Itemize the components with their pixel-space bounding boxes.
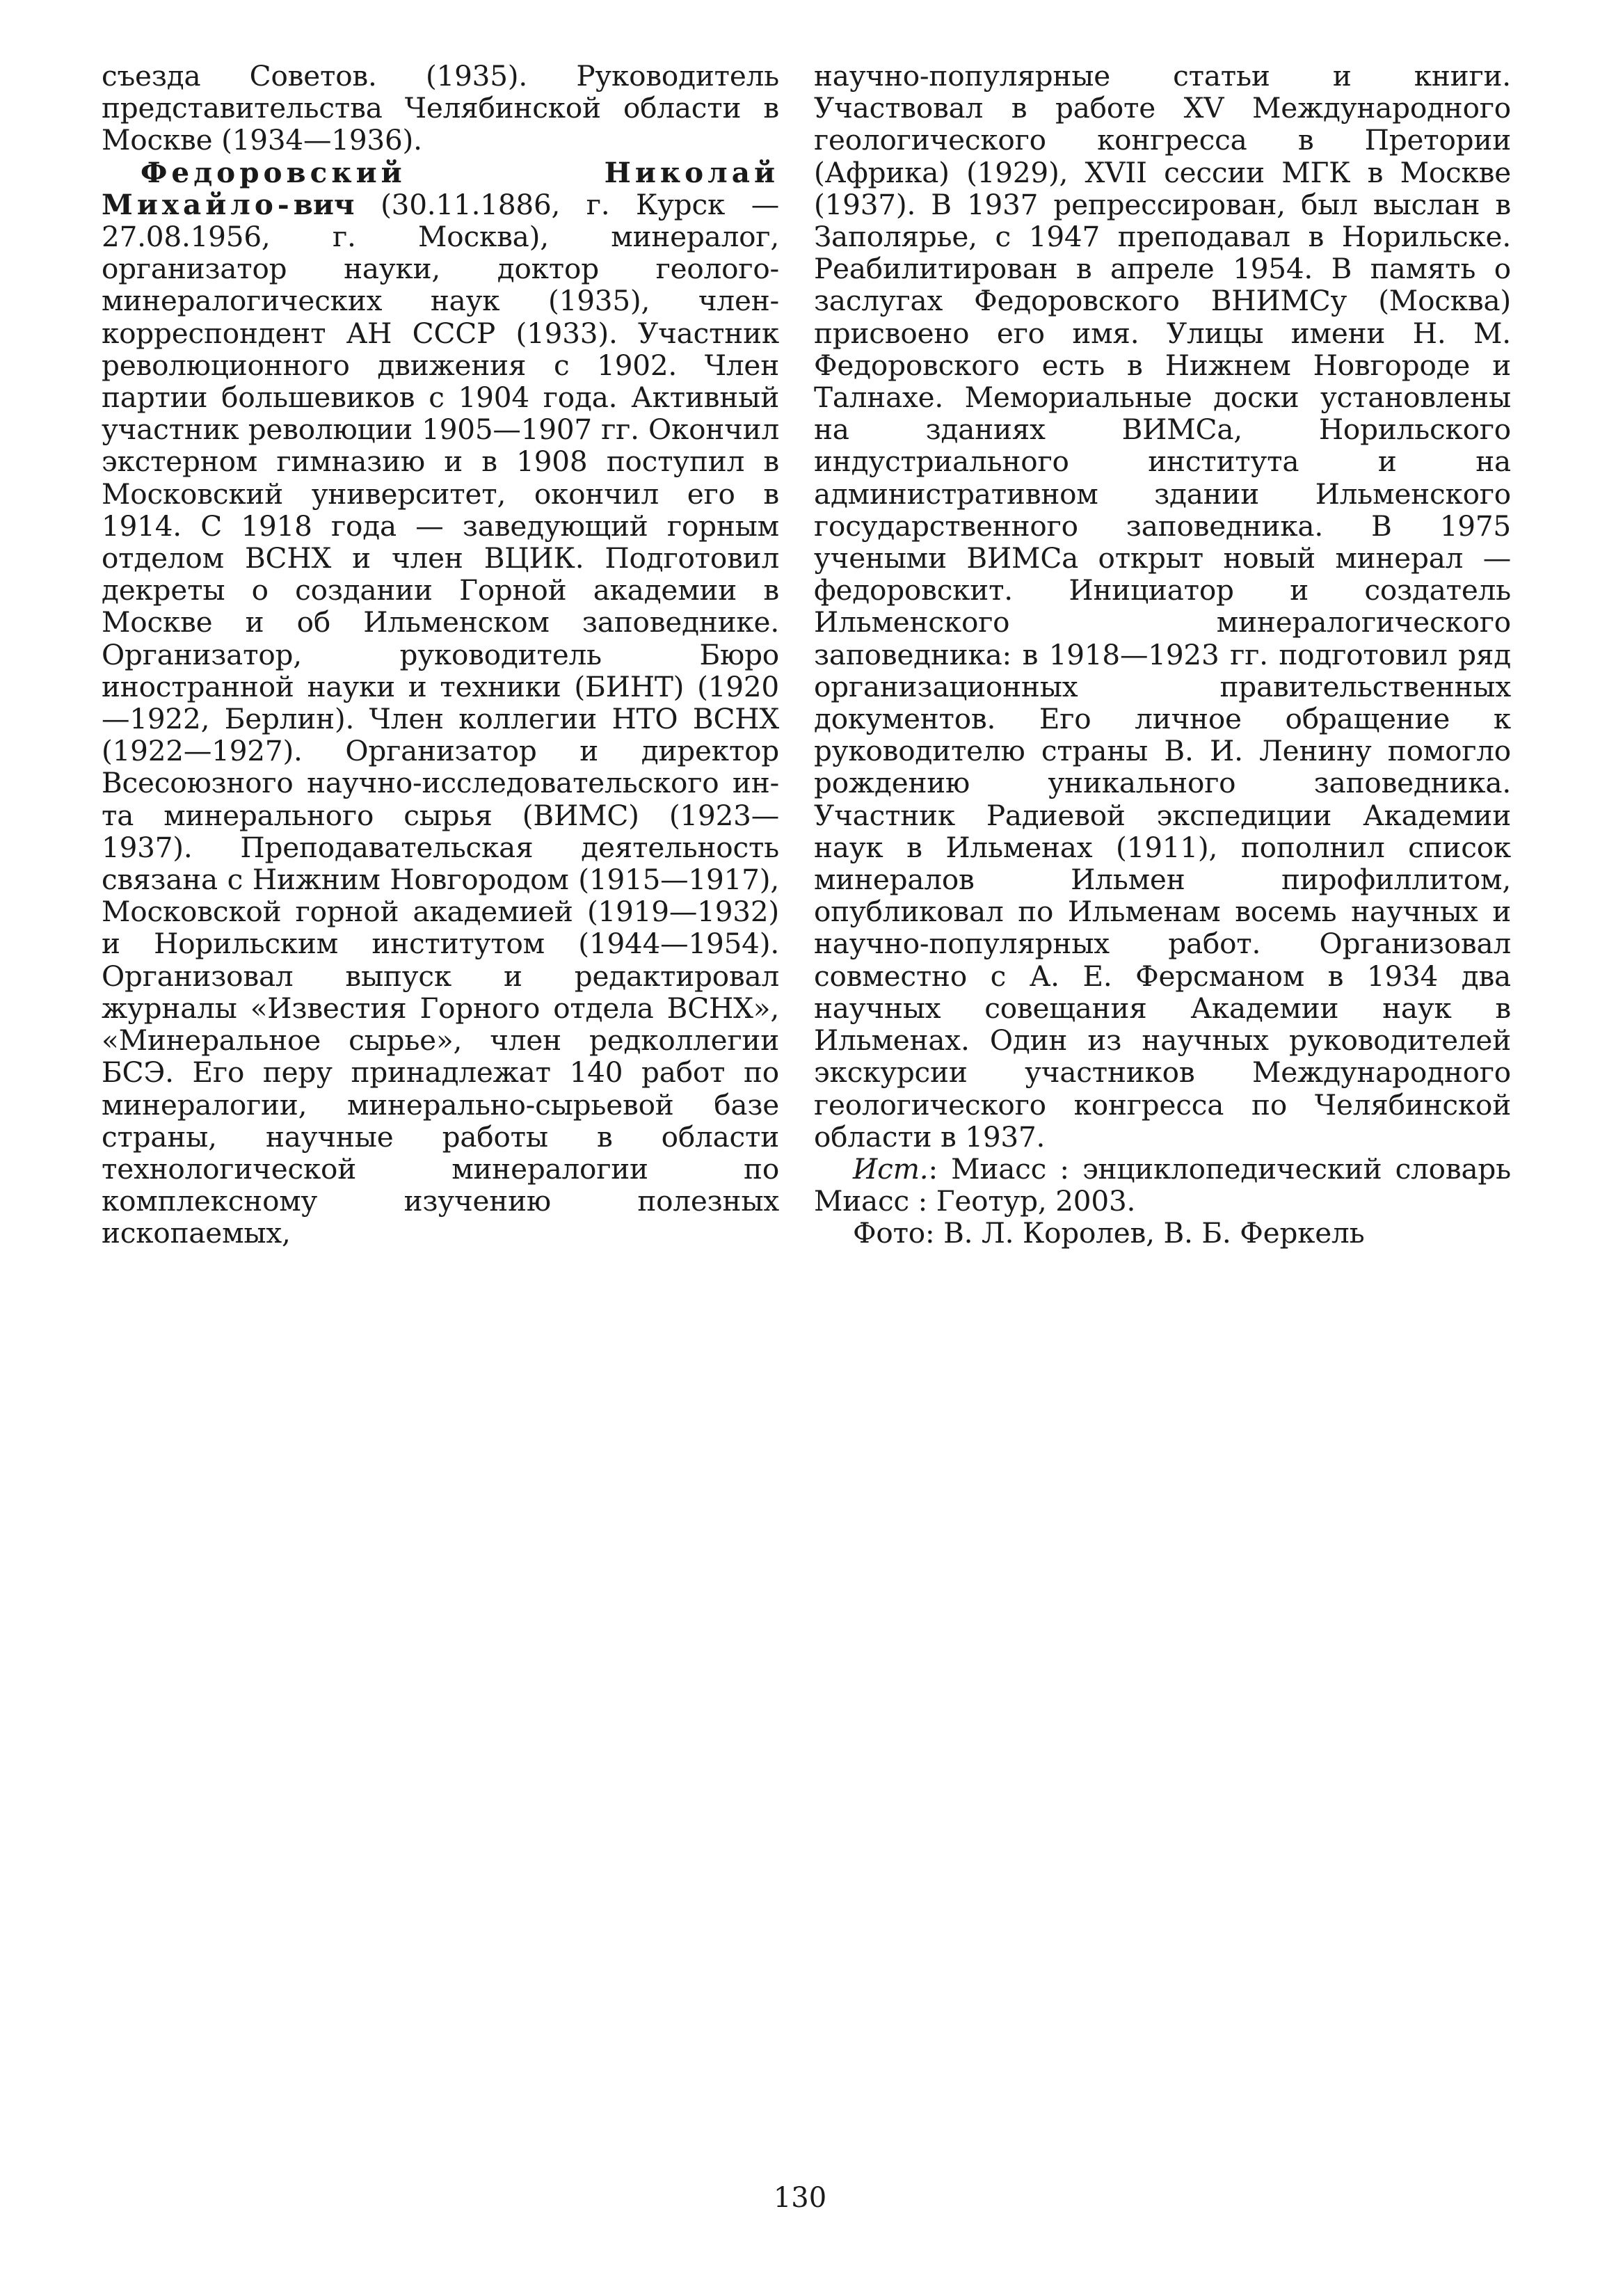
source-text: : Миасс : энциклопедический словарь Миасс : Геотур, 2003. [814,1151,1511,1218]
previous-entry-tail: съезда Советов. (1935). Руководитель представительства Челябинской области в Москве (1934—1936). [102,59,779,157]
photo-credit: Фото: В. Л. Королев, В. Б. Феркель [853,1216,1365,1250]
source-line [814,1153,1511,1217]
entry-body-left: (30.11.1886, г. Курск — 27.08.1956, г. Москва), минералог, организатор науки, доктор геолого-минералогических наук (1935), член-корреспондент АН СССР (1933). Участник революционного движения с 1902. Член партии большевиков с 1904 года. Активный участник революции 1905—1907 гг. Окончил экстерном гимназию и в 1908 поступил в Московский университет, окончил его в 1914. С 1918 года — заведующий горным отделом ВСНХ и член ВЦИК. Подготовил декреты о создании Горной академии в Москве и об Ильменском заповеднике. Организатор, руководитель Бюро иностранной науки и техники (БИНТ) (1920—1922, Берлин). Член коллегии НТО ВСНХ (1922—1927). Организатор и директор Всесоюзного научно-исследовательского ин-та минерального сырья (ВИМС) (1923—1937). Преподавательская деятельность связана с Нижним Новгородом (1915—1917), Московской горной академией (1919—1932) и Норильским институтом (1944—1954). Организовал выпуск и редактировал журналы «Известия Горного отдела ВСНХ», «Минеральное сырье», член редколлегии БСЭ. Его перу принадлежат 140 работ по минералогии, минерально-сырьевой базе страны, научные работы в области технологической минералогии по комплексному изучению полезных ископаемых, [102,187,779,1250]
left-column [102,60,779,1250]
source-label: Ист. [853,1151,929,1186]
entry-body-right: научно-популярные статьи и книги. Участвовал в работе XV Международного геологического конгресса в Претории (Африка) (1929), XVII сессии МГК в Москве (1937). В 1937 репрессирован, был выслан в Заполярье, с 1947 преподавал в Норильске. Реабилитирован в апреле 1954. В память о заслугах Федоровского ВНИМСу (Москва) присвоено его имя. Улицы имени Н. М. Федоровского есть в Нижнем Новгороде и Талнахе. Мемориальные доски установлены на зданиях ВИМСа, Норильского индустриального института и на административном здании Ильменского государственного заповедника. В 1975 учеными ВИМСа открыт новый минерал — федоровскит. Инициатор и создатель Ильменского минералогического заповедника: в 1918—1923 гг. подготовил ряд организационных правительственных документов. Его личное обращение к руководителю страны В. И. Ленину помогло рождению уникального заповедника. Участник Радиевой экспедиции Академии наук в Ильменах (1911), пополнил список минералов Ильмен пирофиллитом, опубликовал по Ильменам восемь научных и научно-популярных работ. Организовал совместно с А. Е. Ферсманом в 1934 два научных совещания Академии наук в Ильменах. Один из научных руководителей экскурсии участников Международного геологического конгресса по Челябинской области в 1937. [814,59,1511,1154]
right-column [814,60,1511,1250]
entry-name-tail: вич [293,187,355,221]
entry-fedorovsky-paragraph [102,157,779,1250]
page-number: 130 [773,2182,827,2214]
entry-name: Федоровский Николай Михайло [102,155,779,221]
entry-name-hyphen: - [277,187,294,221]
